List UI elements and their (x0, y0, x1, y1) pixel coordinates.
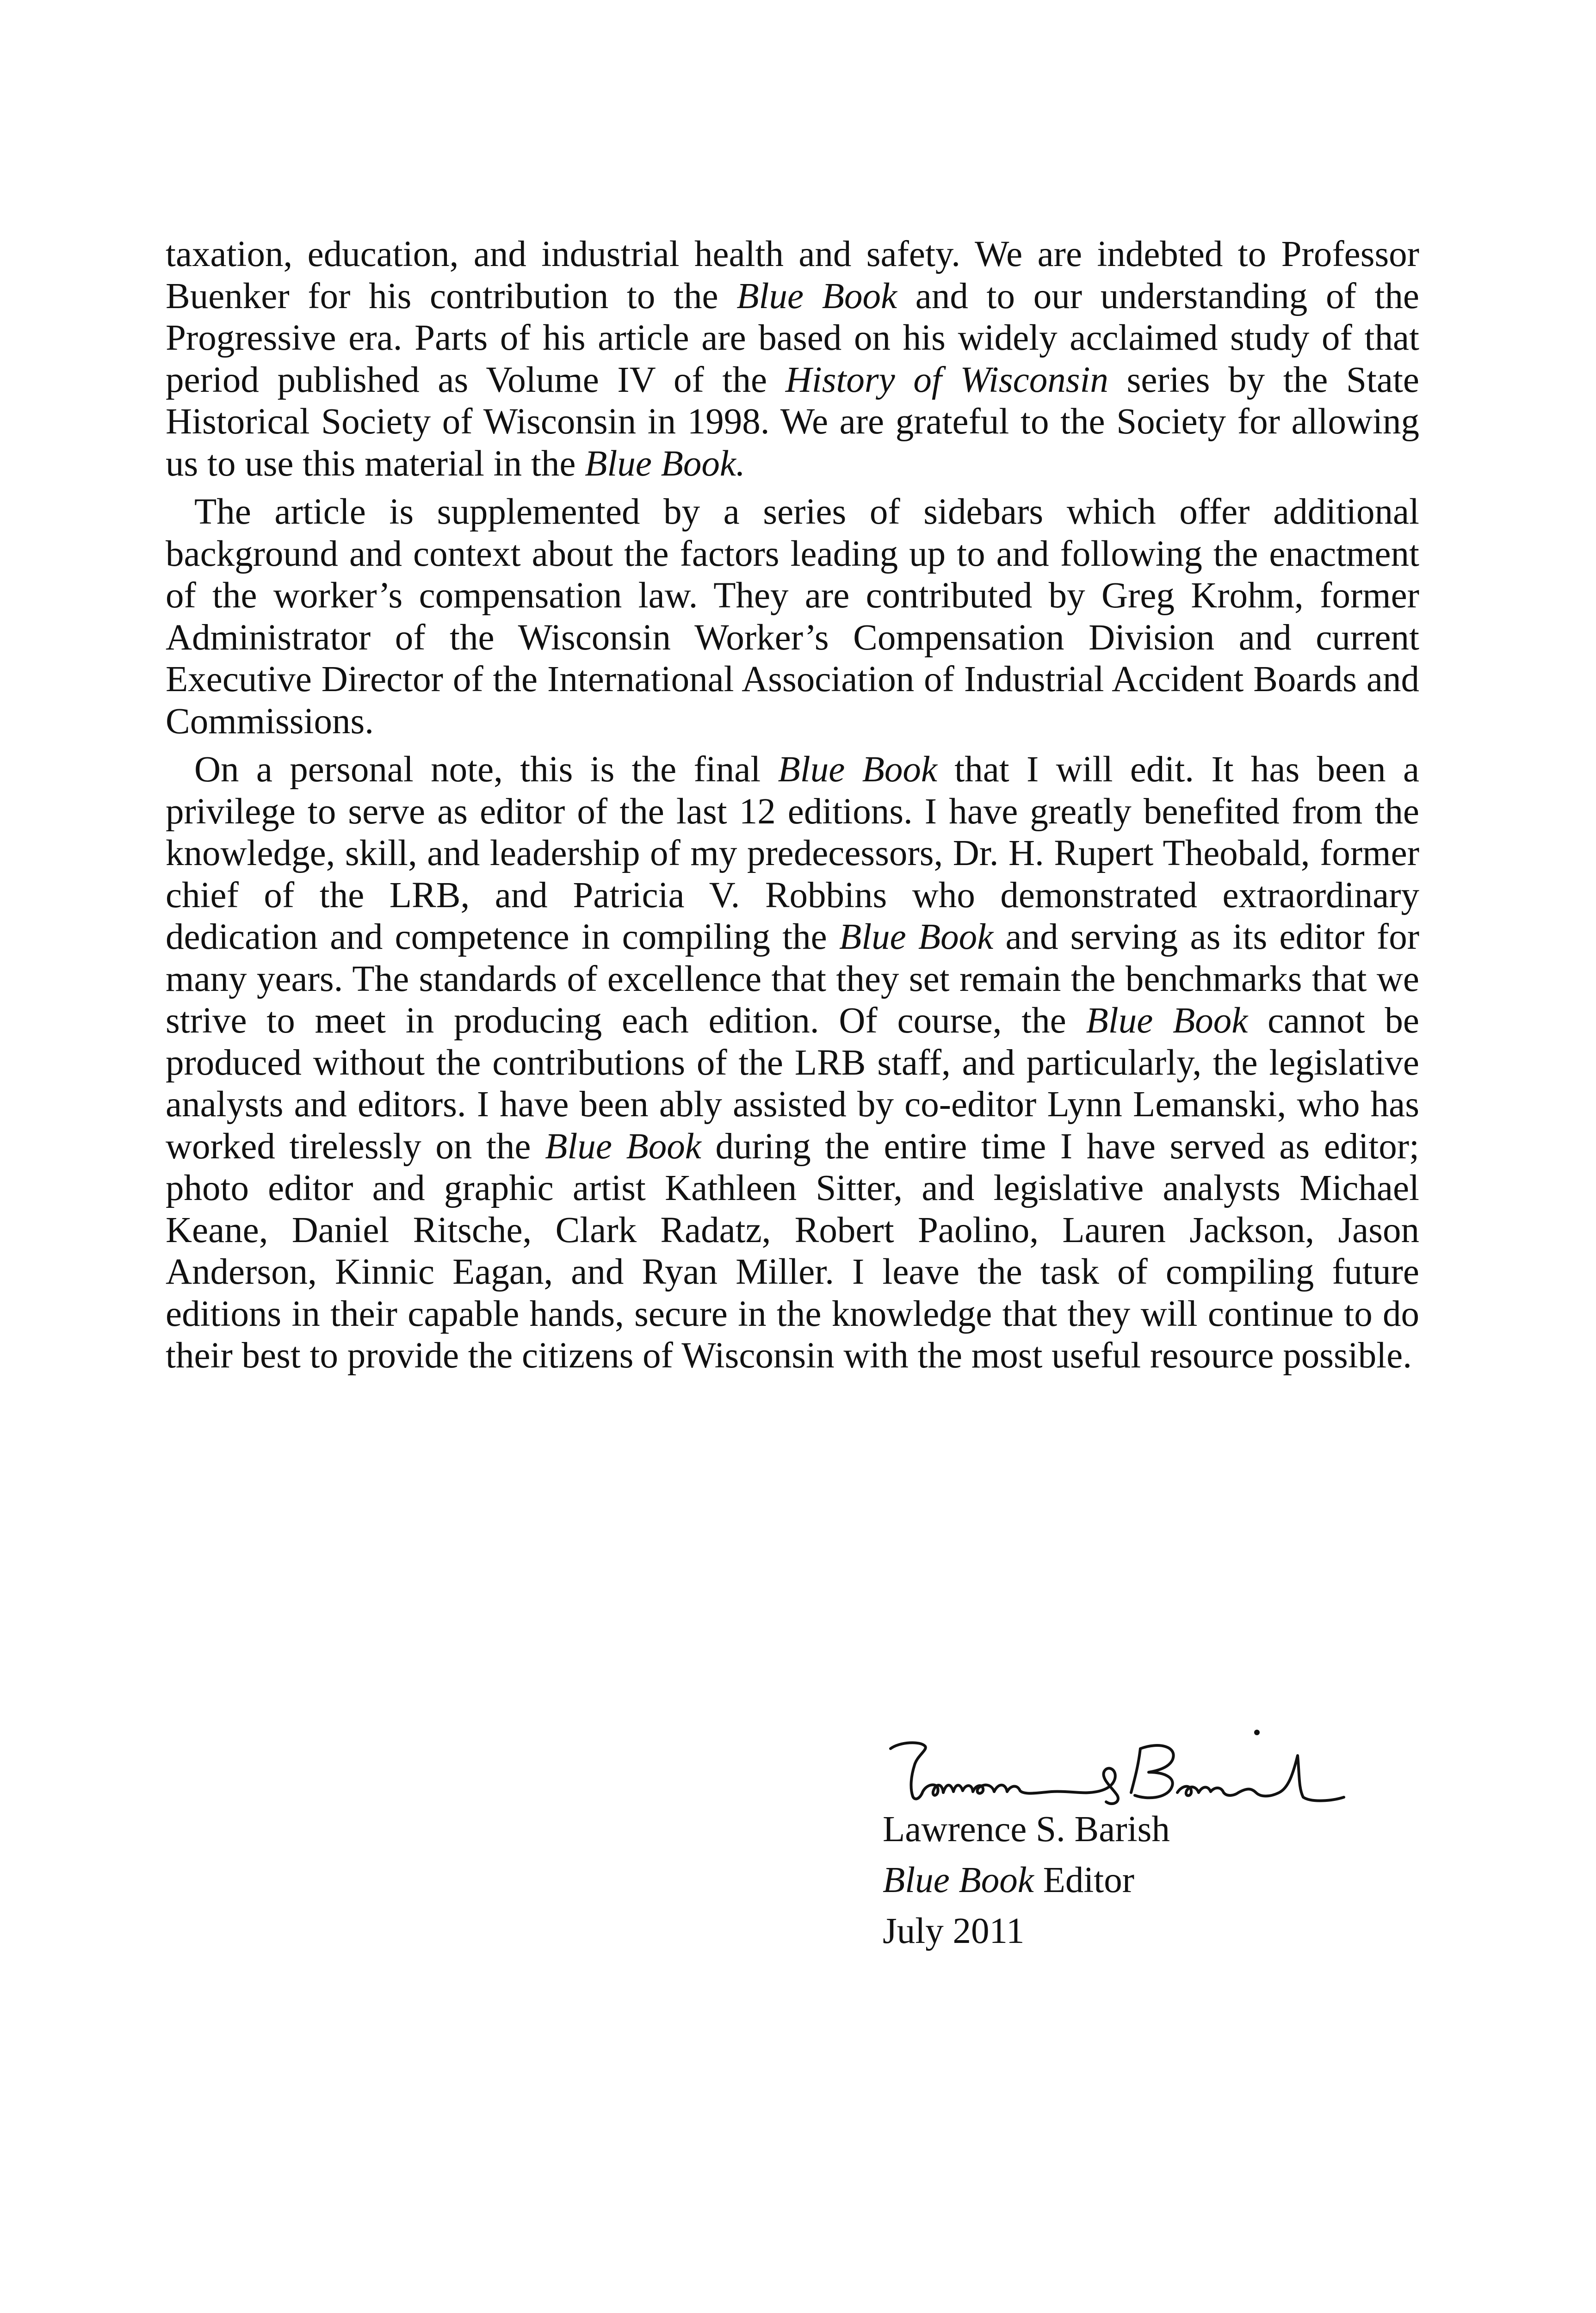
paragraph-1-segment-1: taxation, education, and industrial health and safety. We are indebted to Professor Buenker for his contribution to the (166, 234, 1419, 316)
paragraph-3-segment-2: Blue Book (778, 749, 937, 790)
paragraph-3-segment-8: Blue Book (545, 1126, 701, 1167)
paragraph-3 (166, 749, 1419, 1377)
signer-title-italic: Blue Book (883, 1860, 1034, 1900)
signature-graphic (881, 1723, 1349, 1816)
signer-title (883, 1855, 1170, 1906)
paragraph-1 (166, 234, 1419, 485)
paragraph-3-segment-3: that I will edit. It has been a privilege to serve as editor of the last 12 editions. I have greatly benefited from the knowledge, skill, and leadership of my predecessors, Dr. H. Rupert Theobald, former chief of the LRB, and Patricia V. Robbins who demonstrated extraordinary dedication and competence in compiling the (166, 749, 1420, 957)
paragraph-1-segment-3: and to our understanding of the Progressive era. Parts of his article are based on his widely acclaimed study of that period published as Volume IV of the (166, 276, 1419, 400)
paragraph-1-segment-5: series by the State Historical Society of Wisconsin in 1998. We are grateful to the Society for allowing us to use this material in the (166, 359, 1419, 484)
paragraph-1-segment-4: History of Wisconsin (785, 359, 1108, 400)
body-text (166, 234, 1419, 1377)
paragraph-3-segment-7: cannot be produced without the contributions of the LRB staff, and particularly, the legislative analysts and editors. I have been ably assisted by co-editor Lynn Lemanski, who has worked tirelessly on the (166, 1001, 1419, 1167)
paragraph-3-segment-9: during the entire time I have served as editor; photo editor and graphic artist Kathleen Sitter, and legislative analysts Michael Keane, Daniel Ritsche, Clark Radatz, Robert Paolino, Lauren Jackson, Jason Anderson, Kinnic Eagan, and Ryan Miller. I leave the task of compiling future editions in their capable hands, secure in the knowledge that they will continue to do their best to provide the citizens of Wisconsin with the most useful resource possible. (166, 1126, 1420, 1376)
signer-date: July 2011 (883, 1911, 1025, 1951)
paragraph-2 (166, 491, 1419, 742)
paragraph-3-segment-5: and serving as its editor for many years. The standards of excellence that they set remain the benchmarks that we strive to meet in producing each edition. Of course, the (166, 917, 1420, 1041)
paragraph-2-segment-1: The article is supplemented by a series of sidebars which offer additional background and context about the factors leading up to and following the enactment of the worker’s compensation law. They are contributed by Greg Krohm, former Administrator of the Wisconsin Worker’s Compensation Division and current Executive Director of the International Association of Industrial Accident Boards and Commissions. (166, 492, 1419, 742)
signer-name: Lawrence S. Barish (883, 1809, 1170, 1849)
paragraph-1-segment-6: Blue Book. (585, 443, 745, 484)
paragraph-1-segment-2: Blue Book (736, 276, 897, 316)
signer-title-rest: Editor (1033, 1860, 1135, 1900)
paragraph-3-segment-6: Blue Book (1086, 1001, 1248, 1041)
handwritten-signature (881, 1723, 1390, 1816)
paragraph-3-segment-4: Blue Book (839, 917, 994, 957)
paragraph-3-segment-1: On a personal note, this is the final (194, 749, 778, 790)
signer-block (883, 1804, 1170, 1957)
